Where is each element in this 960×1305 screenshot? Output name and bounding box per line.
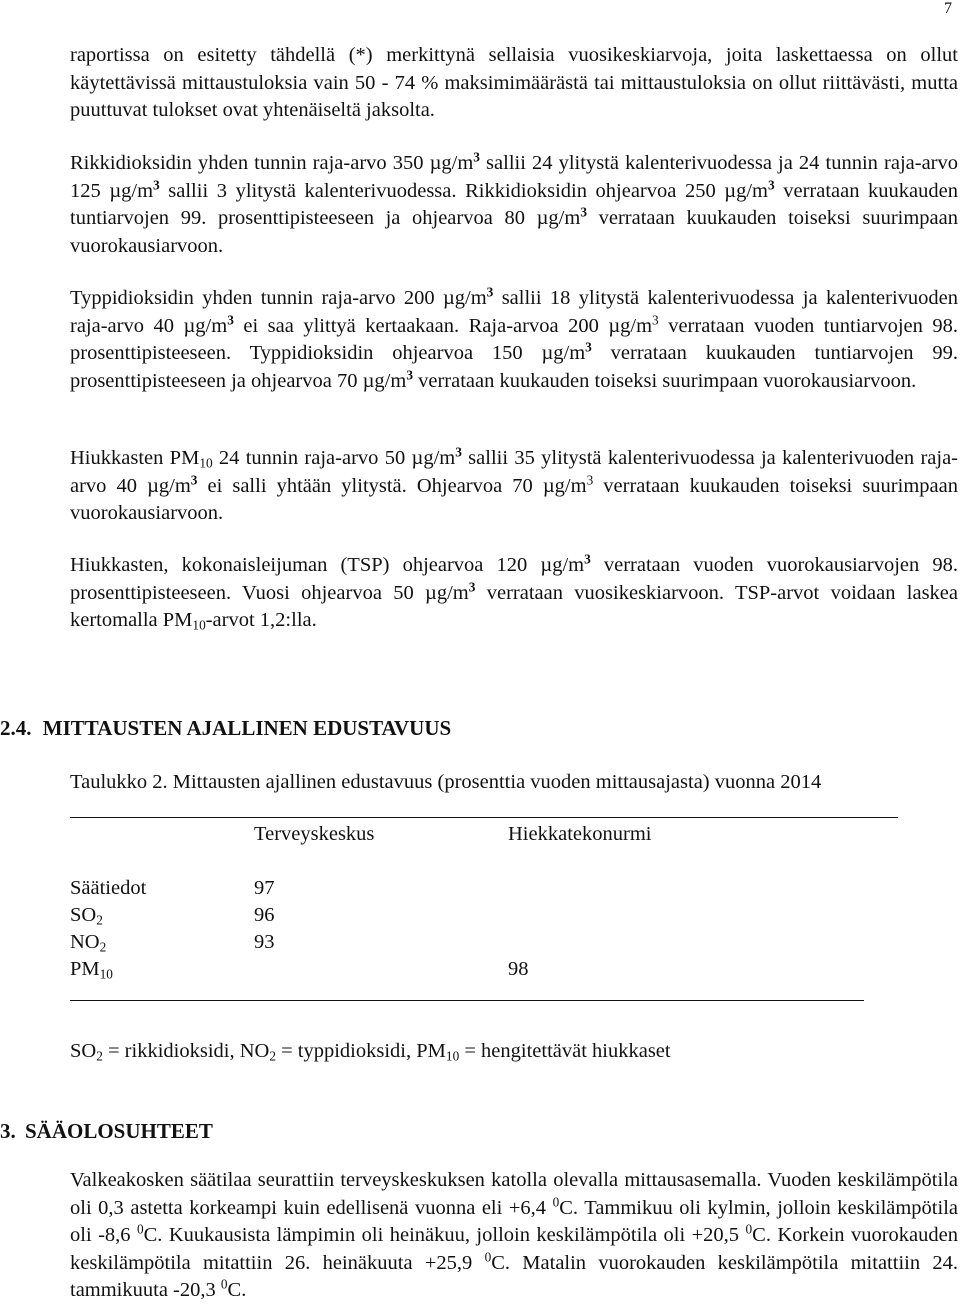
row-label	[70, 902, 103, 928]
row-label	[70, 875, 146, 901]
pm10-text-1: Hiukkasten PM	[70, 447, 200, 469]
so2-paragraph	[70, 150, 958, 260]
superscript: 3	[468, 579, 476, 595]
superscript: 3	[190, 472, 198, 488]
table-caption: Taulukko 2. Mittausten ajallinen edustavuus (prosenttia vuoden mittausajasta) vuonna 2014	[70, 771, 822, 793]
superscript: 3	[473, 149, 480, 165]
tsp-paragraph	[70, 552, 958, 635]
superscript: 3	[455, 444, 462, 460]
weather-text-2: C. Tammikuu oli kylmin, jolloin keskilämpötila oli -8,6	[70, 1196, 958, 1246]
no2-text-4: verrataan vuoden tuntiarvojen 98. prosenttipisteeseen. Typpidioksidin ohjearvoa 150 µg/m	[70, 314, 958, 364]
cell-terveyskeskus: 96	[254, 904, 275, 926]
weather-text-6: C.	[227, 1279, 247, 1301]
no2-text-6: verrataan kuukauden toiseksi suurimpaan vuorokausiarvoon.	[412, 369, 917, 392]
weather-text-3: C. Kuukausista lämpimin oli heinäkuu, jolloin keskilämpötila oli +20,5	[143, 1224, 746, 1246]
row-label	[70, 956, 113, 982]
table-header-terveyskeskus: Terveyskeskus	[254, 823, 375, 845]
superscript: 3	[227, 312, 234, 328]
pm10-text-5: verrataan kuukauden toiseksi suurimpaan vuorokausiarvoon.	[70, 474, 958, 524]
cell-terveyskeskus: 97	[254, 877, 275, 899]
legend-no-desc: = typpidioksidi,	[275, 1040, 417, 1062]
pm10-text-2: 24 tunnin raja-arvo 50 µg/m	[212, 447, 456, 469]
superscript: 3	[406, 367, 413, 383]
no2-text-3: ei saa ylittyä kertaakaan. Raja-arvoa 200 µg/m	[233, 314, 653, 337]
subscript: 10	[192, 617, 206, 633]
table-header-hiekkatekonurmi: Hiekkatekonurmi	[508, 823, 652, 845]
tsp-text-3: verrataan vuosikeskiarvoon. TSP-arvot voidaan laskea kertomalla PM	[70, 581, 958, 631]
subscript: 2	[99, 939, 107, 955]
row-label-text: NO	[70, 931, 100, 953]
weather-paragraph	[70, 1167, 958, 1305]
pm10-text-4: ei salli yhtään ylitystä. Ohjearvoa 70 µg/m	[197, 474, 587, 497]
page-number: 7	[944, 0, 952, 17]
intro-paragraph	[70, 42, 958, 125]
so2-text-3: sallii 3 ylitystä kalenterivuodessa. Rikkidioksidin ohjearvoa 250 µg/m	[159, 179, 768, 202]
superscript: 3	[652, 312, 659, 328]
no2-paragraph	[70, 285, 958, 395]
subscript: 10	[99, 966, 113, 982]
legend-pm: PM	[416, 1040, 446, 1062]
legend-so-desc: = rikkidioksidi,	[102, 1040, 240, 1062]
no2-text-5: verrataan kuukauden tuntiarvojen 99. prosenttipisteeseen ja ohjearvoa 70 µg/m	[70, 342, 959, 392]
subscript: 10	[199, 455, 213, 471]
degree-superscript: 0	[552, 1194, 560, 1210]
no2-text-2: sallii 18 ylitystä kalenterivuodessa ja kalenterivuoden raja-arvo 40 µg/m	[70, 287, 959, 337]
section-title: SÄÄOLOSUHTEET	[25, 1119, 213, 1143]
superscript: 3	[486, 284, 494, 300]
section-title: MITTAUSTEN AJALLINEN EDUSTAVUUS	[42, 716, 452, 740]
table-top-rule	[70, 817, 898, 818]
section-number: 3.	[0, 1119, 16, 1143]
pm10-paragraph	[70, 445, 958, 528]
subscript: 2	[96, 1048, 103, 1064]
section-2-4-heading	[0, 714, 451, 742]
table-legend	[70, 1038, 671, 1064]
tsp-text-2: verrataan vuoden vuorokausiarvojen 98. prosenttipisteeseen. Vuosi ohjearvoa 50 µg/m	[70, 554, 959, 604]
cell-terveyskeskus: 93	[254, 931, 275, 953]
superscript: 3	[580, 204, 587, 220]
weather-text-5: C. Matalin vuorokauden keskilämpötila mitattiin 24. tammikuuta -20,3	[70, 1251, 958, 1301]
degree-superscript: 0	[484, 1249, 492, 1265]
subscript: 10	[445, 1048, 460, 1064]
pm10-text-3: sallii 35 ylitystä kalenterivuodessa ja kalenterivuoden raja-arvo 40 µg/m	[70, 447, 958, 497]
superscript: 3	[586, 472, 594, 488]
degree-superscript: 0	[220, 1276, 228, 1292]
row-label	[70, 929, 106, 955]
degree-superscript: 0	[136, 1221, 144, 1237]
table-bottom-rule	[70, 1000, 864, 1001]
intro-text: raportissa on esitetty tähdellä (*) merkittynä sellaisia vuosikeskiarvoja, joita laskettaessa on ollut käytettävissä mittaustuloksia vain 50 - 74 % maksimimäärästä tai mittaustuloksia on ollut riittävästi, mutta puuttuvat tulokset ovat yhtenäiseltä jaksolta.	[70, 44, 958, 121]
so2-text-4: verrataan kuukauden tuntiarvojen 99. prosenttipisteeseen ja ohjearvoa 80 µg/m	[70, 179, 959, 229]
superscript: 3	[767, 177, 775, 193]
weather-text-1: Valkeakosken säätilaa seurattiin terveyskeskuksen katolla olevalla mittausasemalla. Vuoden keskilämpötila oli 0,3 astetta korkeampi kuin edellisenä vuonna eli +6,4	[70, 1169, 958, 1219]
so2-text-5: verrataan kuukauden toiseksi suurimpaan vuorokausiarvoon.	[70, 207, 958, 257]
weather-text-4: C. Korkein vuorokauden keskilämpötila mitattiin 26. heinäkuuta +25,9	[70, 1224, 959, 1274]
superscript: 3	[153, 177, 160, 193]
so2-text-2: sallii 24 ylitystä kalenterivuodessa ja 24 tunnin raja-arvo 125 µg/m	[70, 152, 958, 202]
subscript: 2	[96, 912, 103, 928]
legend-no: NO	[239, 1040, 270, 1062]
row-label-text: Säätiedot	[70, 877, 147, 899]
subscript: 2	[269, 1048, 276, 1064]
legend-so: SO	[70, 1040, 97, 1062]
tsp-text-4: -arvot 1,2:lla.	[205, 609, 317, 631]
row-label-text: SO	[70, 904, 97, 926]
legend-pm-desc: = hengitettävät hiukkaset	[459, 1040, 671, 1062]
degree-superscript: 0	[745, 1221, 753, 1237]
section-number: 2.4.	[0, 716, 32, 740]
superscript: 3	[585, 339, 592, 355]
section-3-heading	[0, 1117, 213, 1145]
cell-hiekkatekonurmi: 98	[508, 958, 529, 980]
row-label-text: PM	[70, 958, 100, 980]
superscript: 3	[584, 551, 591, 567]
no2-text-1: Typpidioksidin yhden tunnin raja-arvo 200 µg/m	[70, 287, 487, 309]
so2-text-1: Rikkidioksidin yhden tunnin raja-arvo 350 µg/m	[70, 152, 474, 174]
tsp-text-1: Hiukkasten, kokonaisleijuman (TSP) ohjearvoa 120 µg/m	[70, 554, 585, 576]
